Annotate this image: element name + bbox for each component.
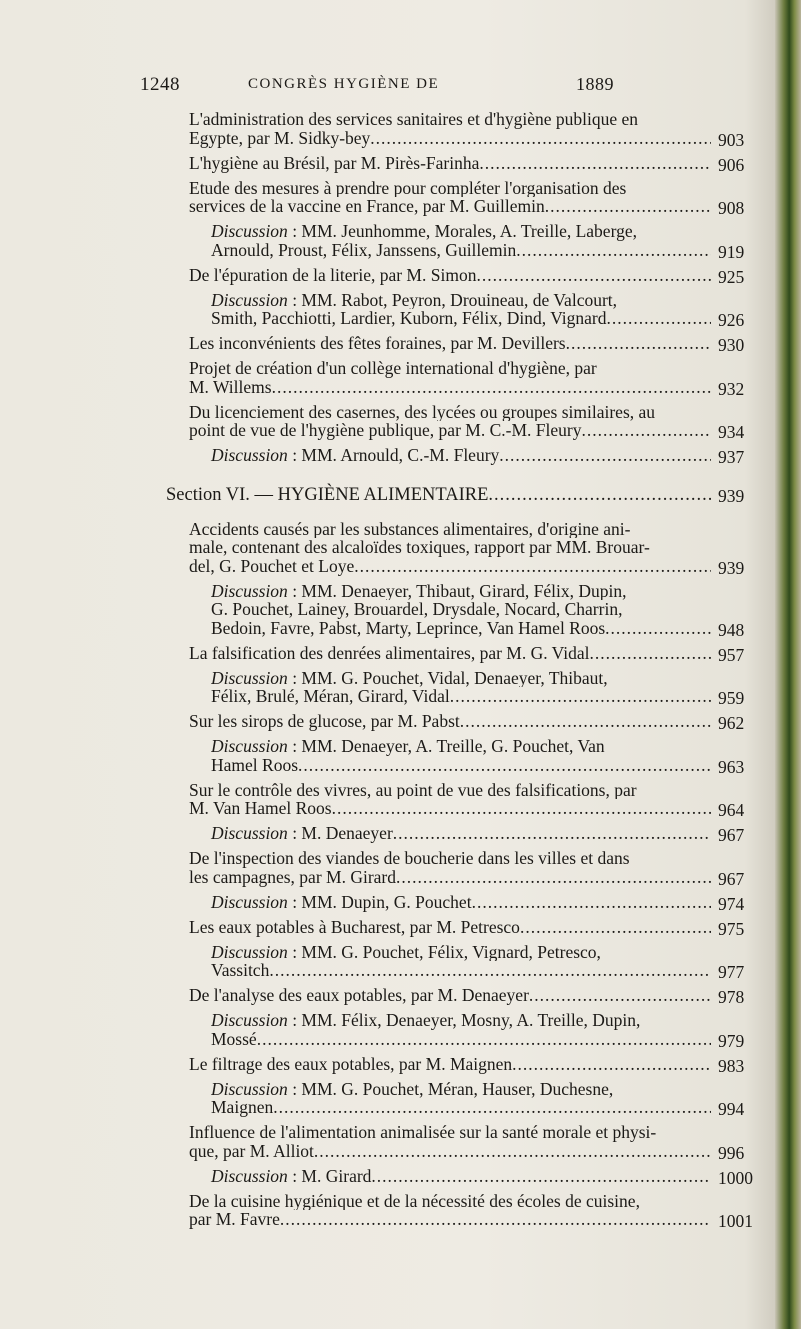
dot-leader [499,446,711,465]
section-heading [166,485,711,506]
entry-line: Discussion : MM. Jeunhomme, Morales, A. Treille, Laberge, [211,222,637,241]
toc-entry [189,403,711,440]
dot-leader [314,1142,711,1161]
entry-last-line [189,986,711,1005]
entry-text: M. Willems [189,376,272,397]
entry-page-number: 979 [718,1030,745,1051]
entry-text: Discussion : MM. Dupin, G. Pouchet [211,891,472,912]
entry-text: Les eaux potables à Bucharest, par M. Petresco [189,916,520,937]
entry-last-line [211,893,711,912]
toc-entry [189,644,711,663]
entry-last-line [211,1098,711,1117]
entry-last-line [189,868,711,887]
entry-line: Discussion : MM. Denaeyer, Thibaut, Girard, Félix, Dupin, [211,581,627,600]
entry-page-number: 934 [718,422,745,442]
entry-text: del, G. Pouchet et Loye [189,555,355,576]
entry-line: Discussion : MM. G. Pouchet, Vidal, Denaeyer, Thibaut, [211,668,608,687]
entry-last-line [211,687,711,706]
section-page-number: 939 [718,486,745,506]
dot-leader [590,644,711,663]
toc-entry [189,334,711,353]
entry-text: Discussion : M. Girard [211,1165,372,1186]
entry-text: Discussion : M. Denaeyer [211,823,393,843]
entry-text: Félix, Brulé, Méran, Girard, Vidal [211,686,450,706]
entry-last-line [211,309,711,328]
entry-text: par M. Favre [189,1209,280,1229]
discussion-entry [211,1080,711,1117]
entry-page-number: 925 [718,266,745,287]
entry-page-number: 959 [718,688,745,708]
header-year: 1889 [576,74,614,94]
dot-leader [520,918,711,937]
entry-page-number: 937 [718,447,745,467]
dot-leader [396,868,711,887]
dot-leader [450,687,711,706]
entry-last-line [189,1142,711,1161]
dot-leader [280,1210,711,1229]
discussion-entry [211,1011,711,1048]
toc-entry [189,520,711,576]
dot-leader [273,1098,711,1117]
entry-text: L'hygiène au Brésil, par M. Pirès-Farinha [189,152,480,173]
entry-line: Discussion : MM. Denaeyer, A. Treille, G. Pouchet, Van [211,737,605,756]
entry-last-line [211,446,711,465]
entry-text: services de la vaccine en France, par M. Guillemin [189,196,545,216]
entry-line: Discussion : MM. Félix, Denaeyer, Mosny, A. Treille, Dupin, [211,1011,641,1030]
entry-page-number: 903 [718,129,745,150]
entry-line: male, contenant des alcaloïdes toxiques, rapport par MM. Brouar- [189,538,650,557]
section-title-text: Section VI. — HYGIÈNE ALIMENTAIRE [166,485,489,505]
dot-leader [607,309,711,328]
entry-page-number: 996 [718,1142,745,1163]
dot-leader [269,961,711,980]
toc-entry [189,986,711,1005]
entry-page-number: 964 [718,800,745,820]
entry-last-line [189,334,711,353]
entry-text: Vassitch [211,960,270,980]
entry-page-number: 978 [718,987,745,1007]
entry-page-number: 939 [718,557,745,578]
toc-entry [189,1192,711,1229]
entry-line: Du licenciement des casernes, des lycées ou groupes similaires, au [189,402,656,421]
toc-entry [189,1123,711,1160]
dot-leader [566,334,711,353]
entry-last-line [189,1210,711,1229]
dot-leader [529,986,711,1005]
dot-leader [332,799,711,818]
entry-last-line [189,197,711,216]
entry-last-line [211,619,711,638]
discussion-entry [211,582,711,638]
entry-line: Discussion : MM. G. Pouchet, Méran, Hauser, Duchesne, [211,1079,614,1098]
discussion-entry [211,737,711,774]
entry-page-number: 974 [718,893,745,914]
dot-leader [512,1055,711,1074]
entry-page-number: 963 [718,756,745,777]
entry-page-number: 919 [718,241,745,262]
toc-entry [189,712,711,731]
entry-page-number: 948 [718,619,745,640]
entry-last-line [189,1055,711,1074]
entry-line: De l'inspection des viandes de boucherie dans les villes et dans [189,849,630,868]
discussion-entry [211,669,711,706]
entry-line: Discussion : MM. Rabot, Peyron, Drouineau, de Valcourt, [211,290,618,309]
toc-entry [189,266,711,285]
entry-last-line [189,266,711,285]
entry-line: L'administration des services sanitaires et d'hygiène publique en [189,110,639,129]
entry-page-number: 926 [718,310,745,330]
dot-leader [476,266,711,285]
dot-leader [605,619,711,638]
entry-text: que, par M. Alliot [189,1140,314,1161]
toc-entry [189,110,711,147]
entry-line: Discussion : MM. G. Pouchet, Félix, Vignard, Petresco, [211,942,601,961]
entry-page-number: 975 [718,918,745,939]
entry-page-number: 967 [718,868,745,889]
entry-line: G. Pouchet, Lainey, Brouardel, Drysdale, Nocard, Charrin, [211,600,623,619]
entry-page-number: 983 [718,1055,745,1076]
entry-page-number: 967 [718,825,745,845]
entry-text: Arnould, Proust, Félix, Janssens, Guillemin [211,239,517,260]
toc-entry [189,849,711,886]
entry-last-line [211,824,711,843]
entry-text: De l'analyse des eaux potables, par M. Denaeyer [189,985,529,1005]
entry-last-line [211,961,711,980]
dot-leader [460,712,711,731]
page-edge-binding [775,0,801,1329]
discussion-entry [211,446,711,465]
entry-text: Smith, Pacchiotti, Lardier, Kuborn, Félix, Dind, Vignard [211,308,607,328]
entry-last-line [211,1030,711,1049]
running-title: CONGRÈS HYGIÈNE DE [248,76,440,92]
entry-line: Sur le contrôle des vivres, au point de vue des falsifications, par [189,780,637,799]
dot-leader [257,1030,711,1049]
discussion-entry [211,291,711,328]
entry-text: point de vue de l'hygiène publique, par M. C.-M. Fleury [189,420,582,440]
dot-leader [516,241,711,260]
entry-page-number: 994 [718,1099,745,1119]
entry-last-line [189,712,711,731]
entry-last-line [189,378,711,397]
entry-text: M. Van Hamel Roos [189,798,332,818]
entry-last-line [189,154,711,173]
toc-entry [189,918,711,937]
entry-text: Maignen [211,1097,274,1117]
toc-entry [189,359,711,396]
entry-last-line [211,241,711,260]
toc-entry [189,781,711,818]
entry-page-number: 908 [718,198,745,218]
dot-leader [545,197,711,216]
entry-text: Le filtrage des eaux potables, par M. Maignen [189,1053,513,1074]
entry-line: Influence de l'alimentation animalisée sur la santé morale et physi- [189,1123,657,1142]
entry-line: Projet de création d'un collège international d'hygiène, par [189,359,597,378]
entry-page-number: 962 [718,713,745,733]
entry-last-line [189,557,711,576]
entry-text: Mossé [211,1028,257,1049]
dot-leader [472,893,711,912]
discussion-entry [211,943,711,980]
entry-text: La falsification des denrées alimentaires, par M. G. Vidal [189,642,590,663]
entry-line: Accidents causés par les substances alimentaires, d'origine ani- [189,519,631,538]
discussion-entry [211,824,711,843]
entry-last-line [211,1167,711,1186]
entry-page-number: 906 [718,154,745,175]
dot-leader [371,1167,711,1186]
toc-entry [189,154,711,173]
entry-line: Etude des mesures à prendre pour compléter l'organisation des [189,178,627,197]
entry-last-line [189,421,711,440]
page-number: 1248 [140,74,180,95]
entry-text: les campagnes, par M. Girard [189,866,397,887]
dot-leader [393,824,711,843]
entry-text: Hamel Roos [211,754,299,775]
entry-page-number: 977 [718,962,745,982]
entry-text: Bedoin, Favre, Pabst, Marty, Leprince, Van Hamel Roos [211,617,606,638]
discussion-entry [211,1167,711,1186]
entry-last-line [189,799,711,818]
entry-last-line [189,129,711,148]
toc-entry [189,1055,711,1074]
entry-page-number: 1000 [718,1167,753,1188]
entry-page-number: 930 [718,335,745,355]
dot-leader [354,557,711,576]
discussion-entry [211,893,711,912]
entry-page-number: 932 [718,378,745,399]
discussion-entry [211,222,711,259]
entry-text: Discussion : MM. Arnould, C.-M. Fleury [211,445,500,465]
entry-text: Les inconvénients des fêtes foraines, par M. Devillers [189,333,566,353]
dot-leader [298,756,711,775]
entry-text: De l'épuration de la literie, par M. Simon [189,264,477,285]
dot-leader [272,378,711,397]
toc-entry [189,179,711,216]
entry-last-line [189,918,711,937]
dot-leader [479,154,711,173]
dot-leader [488,485,711,506]
entry-last-line [189,644,711,663]
entry-text: Sur les sirops de glucose, par M. Pabst [189,711,460,731]
entry-line: De la cuisine hygiénique et de la nécessité des écoles de cuisine, [189,1191,640,1210]
entry-page-number: 957 [718,644,745,665]
entry-page-number: 1001 [718,1211,753,1231]
dot-leader [581,421,711,440]
entry-last-line [211,756,711,775]
dot-leader [370,129,711,148]
entry-text: Egypte, par M. Sidky-bey [189,127,371,148]
